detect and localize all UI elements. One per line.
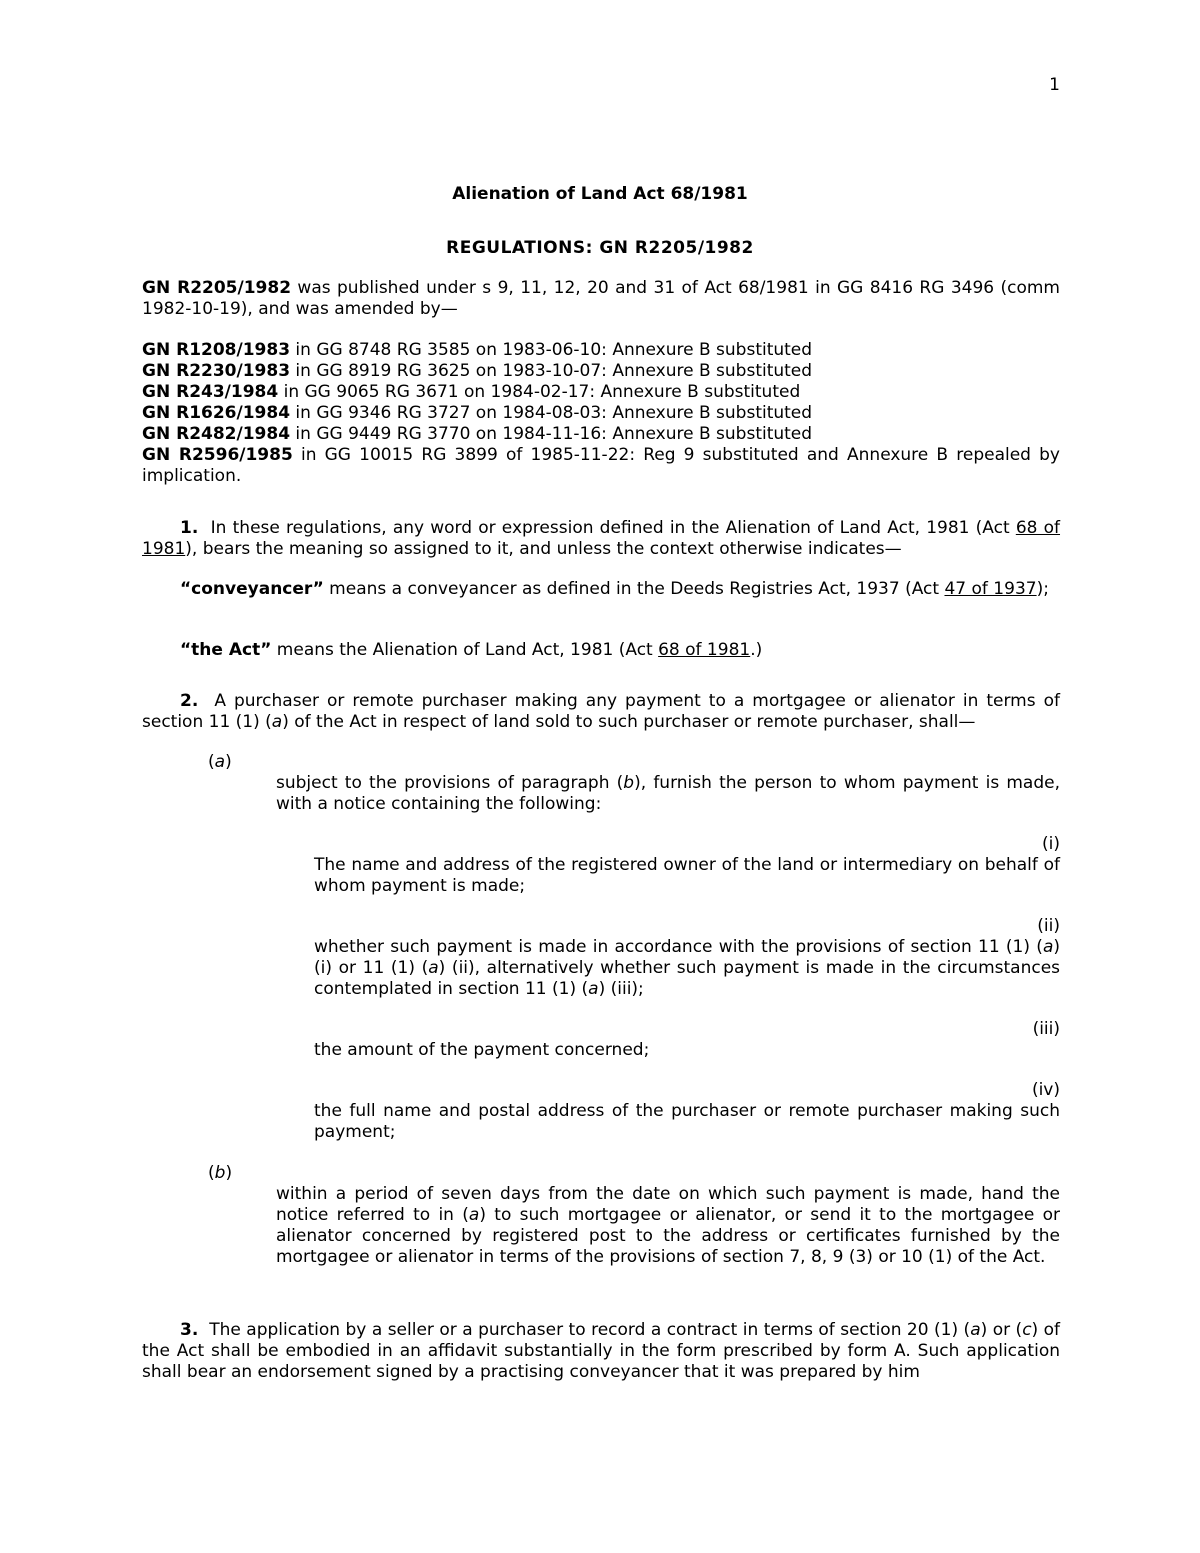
- definition-term: “the Act”: [180, 640, 272, 660]
- regulation-number: 2.: [180, 691, 199, 711]
- amendment-ref: GN R2230/1983: [142, 361, 291, 381]
- definition-term: “conveyancer”: [180, 579, 324, 599]
- regulation-text: In these regulations, any word or expression defined in the Alienation of Land Act, 1981 (Act: [210, 518, 1016, 538]
- item-ii-text: whether such payment is made in accordance with the provisions of section 11 (1) (a) (i) or 11 (1) (a) (ii), alternatively whether such payment is made in the circumstances contemplated in section 11 (1) (a) (iii);: [314, 937, 1061, 999]
- regulation-1: [142, 518, 1060, 560]
- regulation-number: 3.: [180, 1320, 199, 1340]
- amendment-item: [142, 340, 1060, 361]
- definition-text: means a conveyancer as defined in the Deeds Registries Act, 1937 (Act: [323, 579, 945, 599]
- intro-ref: GN R2205/1982: [142, 278, 292, 298]
- act-link[interactable]: 68 of 1981: [142, 518, 1061, 559]
- amendment-text: in GG 8919 RG 3625 on 1983-10-07: Annexure B substituted: [290, 361, 813, 381]
- amendment-text: in GG 8748 RG 3585 on 1983-06-10: Annexure B substituted: [290, 340, 813, 360]
- amendment-text: in GG 10015 RG 3899 of 1985-11-22: Reg 9 substituted and Annexure B repealed by implication.: [142, 445, 1060, 486]
- intro-paragraph: [142, 278, 1060, 320]
- item-iii-text: the amount of the payment concerned;: [314, 1040, 650, 1060]
- amendment-text: in GG 9449 RG 3770 on 1984-11-16: Annexure B substituted: [290, 424, 813, 444]
- paragraph-b-text: within a period of seven days from the date on which such payment is made, hand the notice referred to in (a) to such mortgagee or alienator, or send it to the mortgagee or alienator concerned by registered post to the address or certificates furnished by the mortgagee or alienator in terms of the provisions of section 7, 8, 9 (3) or 10 (1) of the Act.: [276, 1184, 1060, 1267]
- act-link[interactable]: 68 of 1981: [658, 640, 751, 660]
- regulation-2: [142, 691, 1060, 733]
- regulation-text: ), bears the meaning so assigned to it, and unless the context otherwise indicates—: [185, 539, 902, 559]
- definition-text: means the Alienation of Land Act, 1981 (Act: [271, 640, 659, 660]
- amendment-item: [142, 382, 1060, 403]
- amendment-item: [142, 403, 1060, 424]
- paragraph-a-label: (a): [208, 752, 232, 772]
- amendment-item: [142, 445, 1060, 487]
- item-i-label: (i): [1042, 834, 1060, 854]
- paragraph-a-text: subject to the provisions of paragraph (b), furnish the person to whom payment is made, with a notice containing the following:: [276, 773, 1060, 814]
- item-iv-text: the full name and postal address of the purchaser or remote purchaser making such payment;: [314, 1101, 1060, 1142]
- item-iv-label: (iv): [1031, 1080, 1060, 1100]
- definition-tail: .): [750, 640, 763, 660]
- intro-text: was published under s 9, 11, 12, 20 and 31 of Act 68/1981 in GG 8416 RG 3496 (comm 1982-10-19), and was amended by—: [142, 278, 1060, 319]
- amendment-item: [142, 361, 1060, 382]
- page-number: 1: [1049, 75, 1060, 95]
- item-ii-label: (ii): [1037, 916, 1060, 936]
- regulation-text: ) of the Act in respect of land sold to such purchaser or remote purchaser, shall—: [282, 712, 976, 732]
- document-title: Alienation of Land Act 68/1981: [452, 184, 748, 204]
- italic-ref: a: [271, 712, 283, 732]
- item-iii-label: (iii): [1032, 1019, 1060, 1039]
- amendment-ref: GN R1626/1984: [142, 403, 291, 423]
- regulation-text: A purchaser or remote purchaser making any payment to a mortgagee or alienator in terms of section 11 (1) (: [142, 691, 1060, 732]
- amendment-text: in GG 9065 RG 3671 on 1984-02-17: Annexure B substituted: [278, 382, 801, 402]
- amendment-text: in GG 9346 RG 3727 on 1984-08-03: Annexure B substituted: [290, 403, 813, 423]
- act-link[interactable]: 47 of 1937: [944, 579, 1037, 599]
- regulations-heading: REGULATIONS: GN R2205/1982: [446, 238, 754, 258]
- definition-tail: );: [1036, 579, 1049, 599]
- amendment-ref: GN R2482/1984: [142, 424, 291, 444]
- regulation-3: 3. The application by a seller or a purchaser to record a contract in terms of section 20 (1) (a) or (c) of the Act shall be embodied in an affidavit substantially in the form prescribed by form A. Such application shall bear an endorsement signed by a practising conveyancer that it was prepared by him: [142, 1320, 1061, 1382]
- definition-conveyancer: [180, 579, 1060, 600]
- amendment-item: [142, 424, 1060, 445]
- definition-the-act: [180, 640, 1060, 661]
- amendment-ref: GN R1208/1983: [142, 340, 291, 360]
- amendment-ref: GN R2596/1985: [142, 445, 293, 465]
- paragraph-b-label: (b): [208, 1163, 233, 1183]
- amendment-ref: GN R243/1984: [142, 382, 279, 402]
- amendment-list: [142, 340, 1060, 487]
- item-i-text: The name and address of the registered owner of the land or intermediary on behalf of whom payment is made;: [314, 855, 1060, 896]
- regulation-number: 1.: [180, 518, 199, 538]
